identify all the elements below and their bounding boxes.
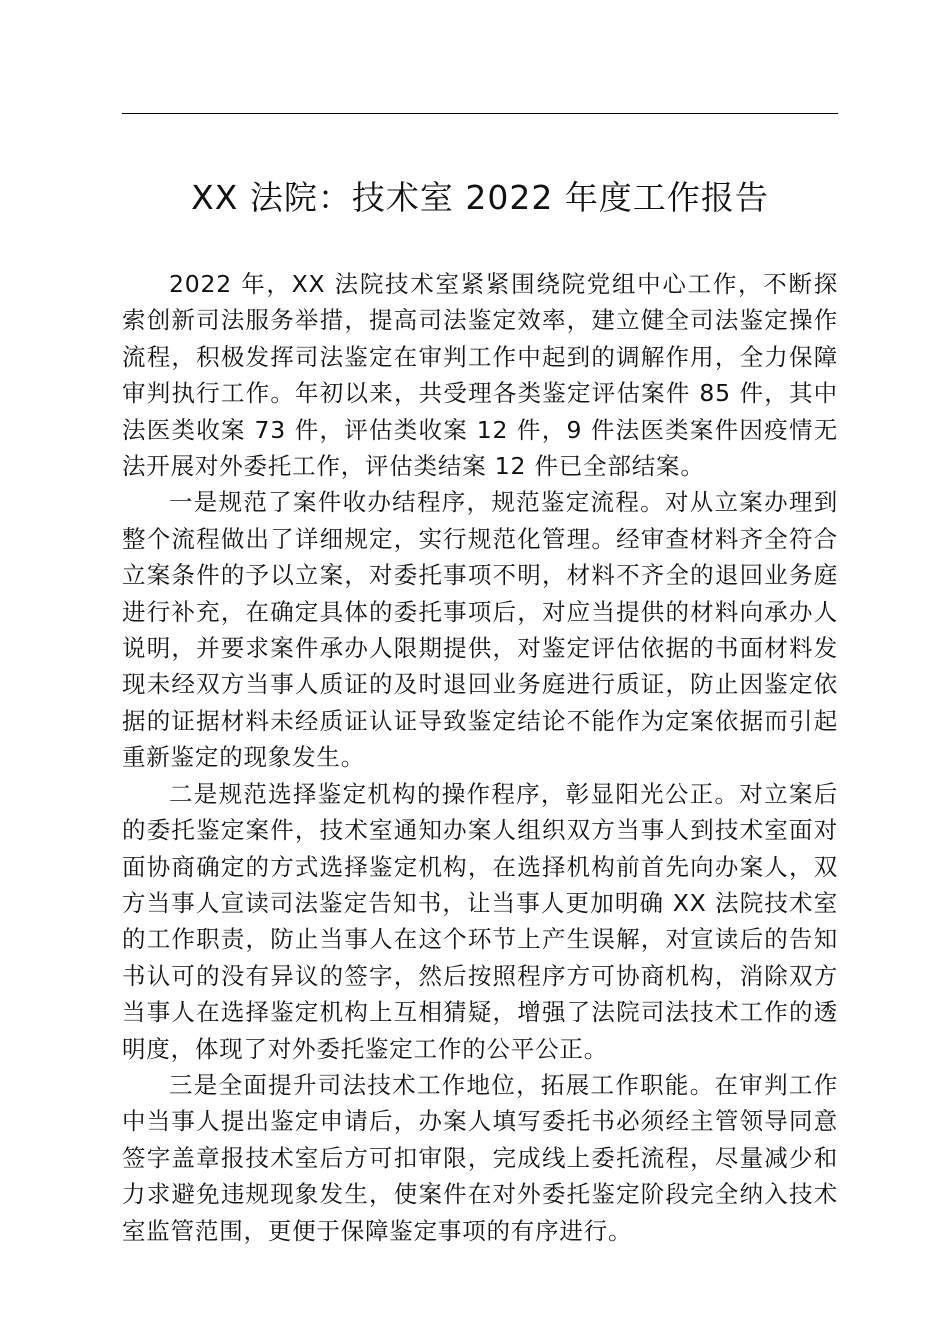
document-body [122, 266, 838, 1249]
paragraph-technical-status: 三是全面提升司法技术工作地位，拓展工作职能。在审判工作中当事人提出鉴定申请后，办案人填写委托书必须经主管领导同意签字盖章报技术室后方可扣审限，完成线上委托流程，尽量减少和力求避免违规现象发生，使案件在对外委托鉴定阶段完全纳入技术室监管范围，更便于保障鉴定事项的有序进行。 [122, 1070, 838, 1245]
paragraph-case-procedure: 一是规范了案件收办结程序，规范鉴定流程。对从立案办理到整个流程做出了详细规定，实行规范化管理。经审查材料齐全符合立案条件的予以立案，对委托事项不明，材料不齐全的退回业务庭进行补充，在确定具体的委托事项后，对应当提供的材料向承办人说明，并要求案件承办人限期提供，对鉴定评估依据的书面材料发现未经双方当事人质证的及时退回业务庭进行质证，防止因鉴定依据的证据材料未经质证认证导致鉴定结论不能作为定案依据而引起重新鉴定的现象发生。 [122, 488, 838, 772]
header-rule [122, 113, 838, 114]
paragraph-agency-selection: 二是规范选择鉴定机构的操作程序，彰显阳光公正。对立案后的委托鉴定案件，技术室通知办案人组织双方当事人到技术室面对面协商确定的方式选择鉴定机构，在选择机构前首先向办案人，双方当事人宣读司法鉴定告知书，让当事人更加明确 XX 法院技术室的工作职责，防止当事人在这个环节上产生误解，对宣读后的告知书认可的没有异议的签字，然后按照程序方可协商机构，消除双方当事人在选择鉴定机构上互相猜疑，增强了法院司法技术工作的透明度，体现了对外委托鉴定工作的公平公正。 [122, 779, 838, 1063]
document-title: XX 法院：技术室 2022 年度工作报告 [191, 178, 769, 217]
paragraph-intro: 2022 年，XX 法院技术室紧紧围绕院党组中心工作，不断探索创新司法服务举措，提高司法鉴定效率，建立健全司法鉴定操作流程，积极发挥司法鉴定在审判工作中起到的调解作用，全力保障审判执行工作。年初以来，共受理各类鉴定评估案件 85 件，其中法医类收案 73 件，评估类收案 12 件，9 件法医类案件因疫情无法开展对外委托工作，评估类结案 12 件已全部结案。 [122, 270, 838, 481]
